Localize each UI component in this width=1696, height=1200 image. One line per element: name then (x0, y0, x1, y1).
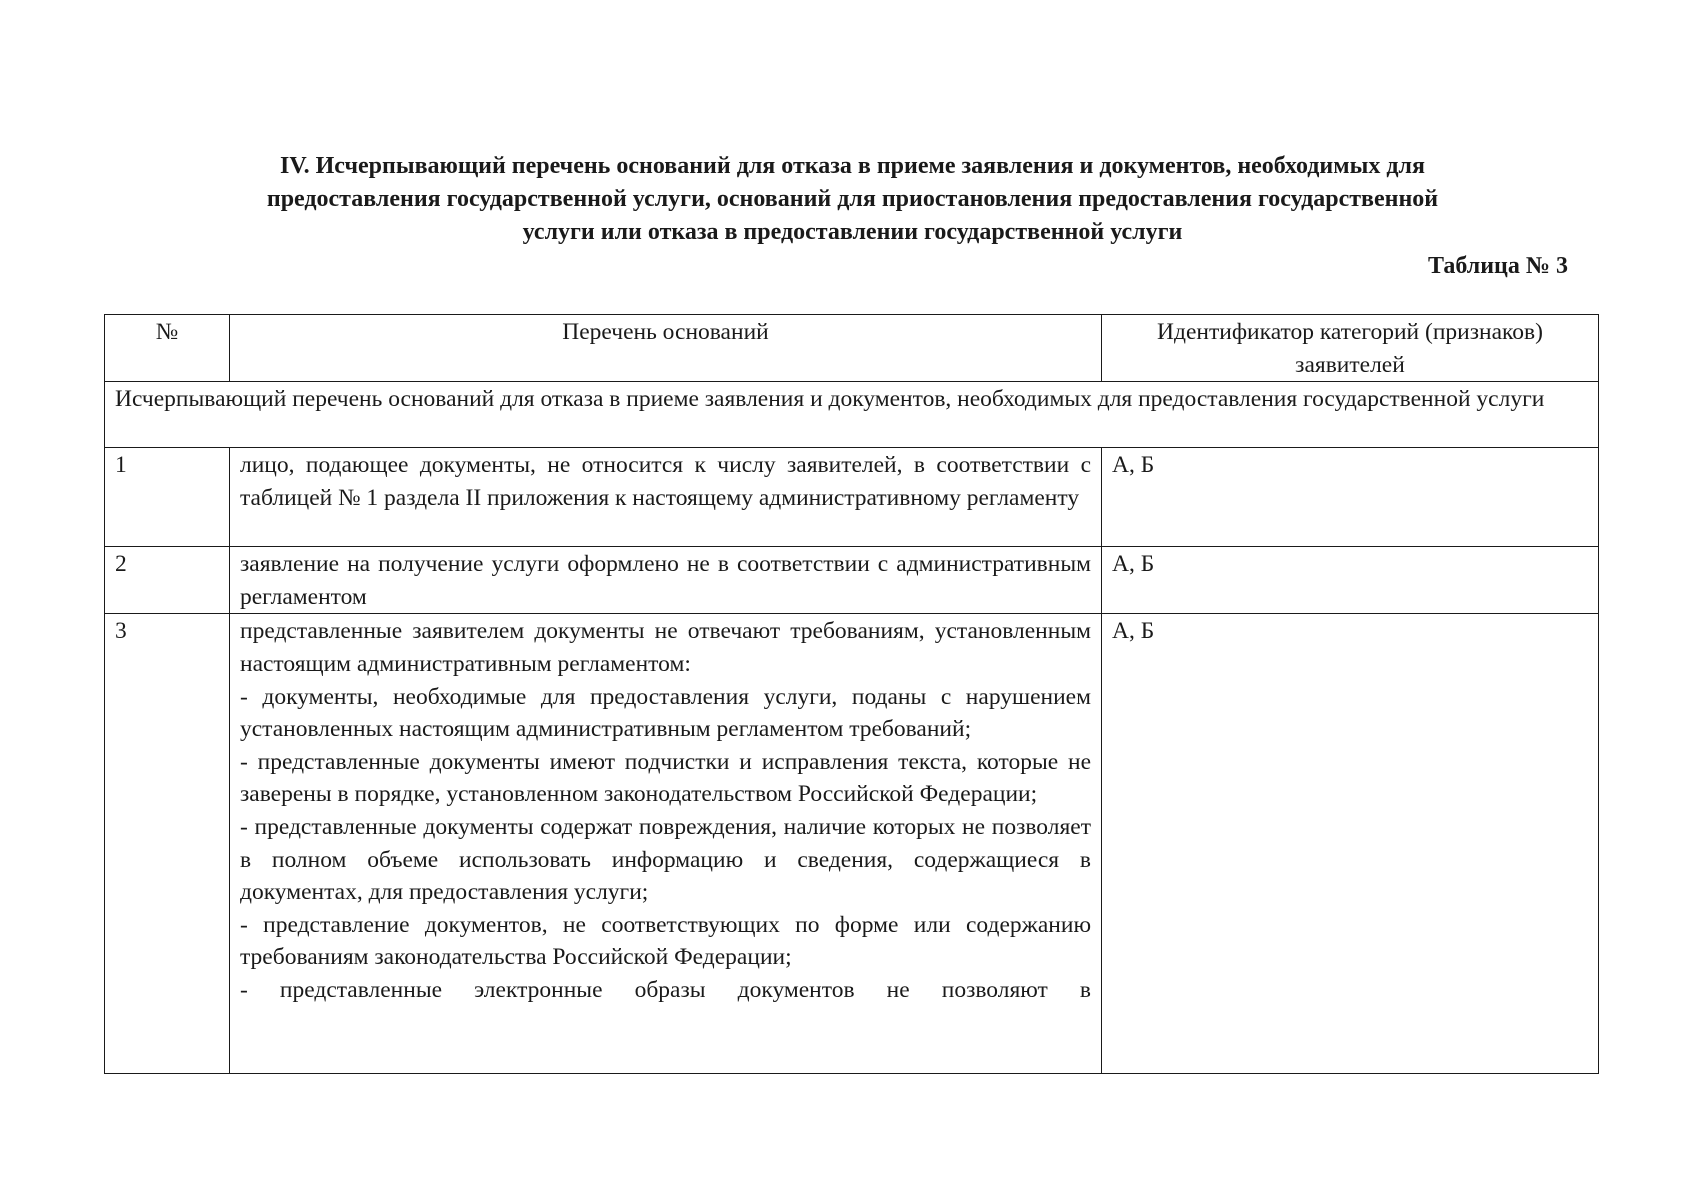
table-header-row (105, 315, 1599, 382)
row-paragraph: заявление на получение услуги оформлено не в соответствии с административным регламентом (240, 551, 1091, 610)
row-paragraph: - представленные документы имеют подчистки и исправления текста, которые не заверены в порядке, установленном законодательством Российской Федерации; (240, 748, 1091, 808)
section-title: Исчерпывающий перечень оснований для отказа в приеме заявления и документов, необходимых для предоставления государственной услуги (105, 382, 1599, 448)
row-paragraph: представленные заявителем документы не отвечают требованиям, установленным настоящим административным регламентом: (240, 618, 1091, 677)
grounds-table (104, 314, 1599, 1074)
row-identifier: А, Б (1102, 547, 1599, 614)
row-paragraph: лицо, подающее документы, не относится к числу заявителей, в соответствии с таблицей № 1 раздела II приложения к настоящему административному регламенту (240, 452, 1091, 511)
table-row (105, 614, 1599, 1074)
heading-line: IV. Исчерпывающий перечень оснований для отказа в приеме заявления и документов, необходимых для (280, 153, 1425, 179)
section-heading (140, 150, 1565, 249)
row-identifier: А, Б (1102, 614, 1599, 1074)
row-number: 1 (105, 448, 230, 547)
row-paragraph: - документы, необходимые для предоставления услуги, поданы с нарушением установленных настоящим административным регламентом требований; (240, 683, 1091, 743)
row-text (230, 547, 1102, 614)
header-number: № (105, 315, 230, 382)
table-row (105, 547, 1599, 614)
row-number: 2 (105, 547, 230, 614)
heading-line: предоставления государственной услуги, оснований для приостановления предоставления государственной (266, 186, 1439, 212)
row-identifier: А, Б (1102, 448, 1599, 547)
row-paragraph: - представленные документы содержат повреждения, наличие которых не позволяет в полном объеме использовать информацию и сведения, содержащиеся в документах, для предоставления услуги; (240, 813, 1091, 906)
row-paragraph: - представление документов, не соответствующих по форме или содержанию требованиям законодательства Российской Федерации; (240, 911, 1091, 971)
heading-line: услуги или отказа в предоставлении государственной услуги (522, 219, 1183, 245)
table-number-label: Таблица № 3 (1427, 253, 1568, 279)
table-section-row (105, 382, 1599, 448)
header-identifier: Идентификатор категорий (признаков) заявителей (1102, 315, 1599, 382)
header-grounds: Перечень оснований (230, 315, 1102, 382)
table-row (105, 448, 1599, 547)
row-number: 3 (105, 614, 230, 1074)
row-text (230, 614, 1102, 1074)
row-text (230, 448, 1102, 547)
row-paragraph: - представленные электронные образы документов не позволяют в (240, 976, 1091, 1003)
